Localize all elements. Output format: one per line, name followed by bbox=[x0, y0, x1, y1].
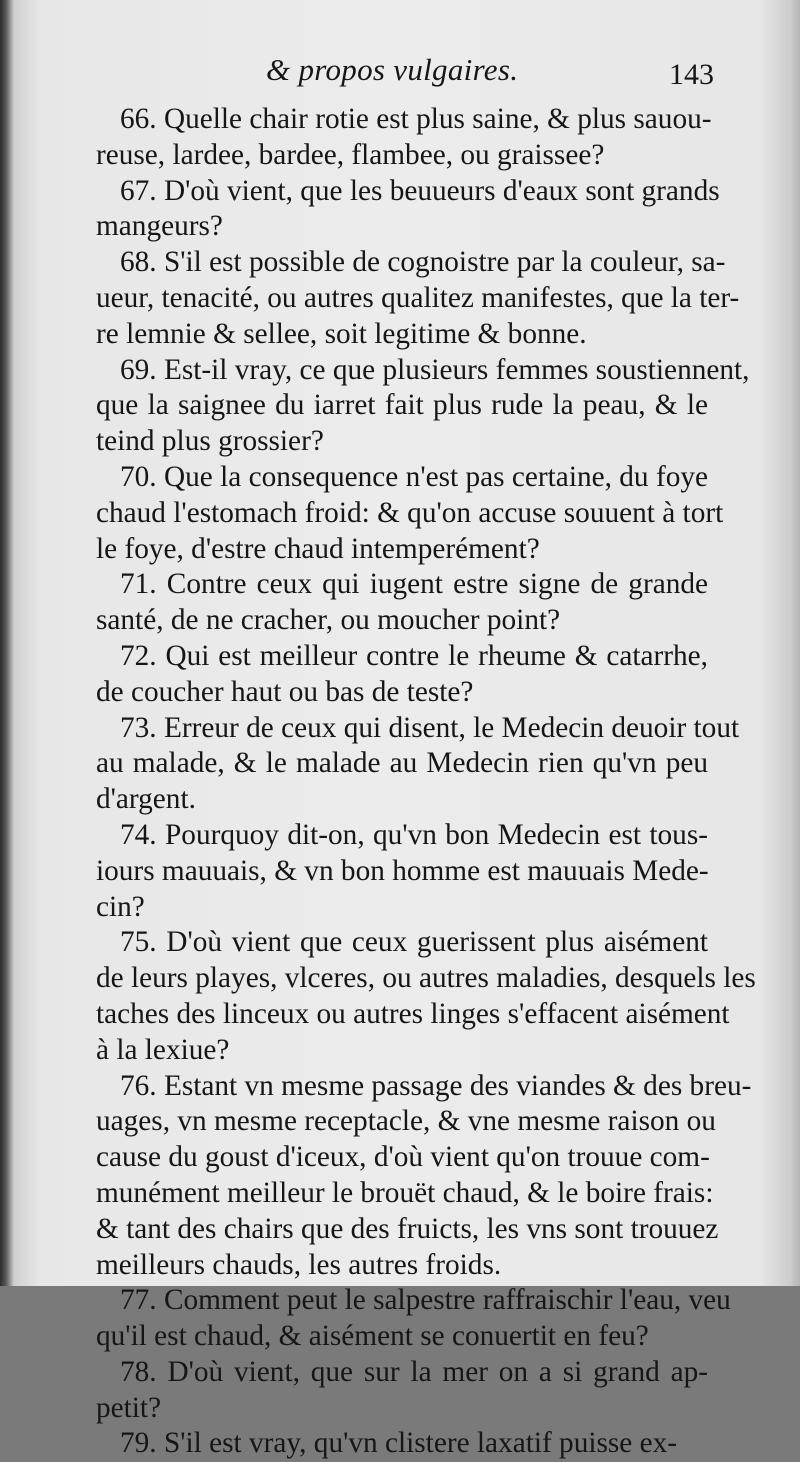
question-entry bbox=[96, 245, 740, 352]
question-first-line bbox=[96, 1069, 752, 1105]
question-entry bbox=[96, 818, 708, 925]
question-first-line bbox=[96, 1355, 708, 1391]
question-text-line: re lemnie & sellee, soit legitime & bonne. bbox=[96, 317, 587, 350]
question-text-line: teind plus grossier? bbox=[96, 425, 324, 458]
question-first-line bbox=[96, 353, 750, 389]
question-number: 78. bbox=[120, 1355, 157, 1388]
question-entry bbox=[96, 460, 724, 567]
question-number: 68. bbox=[120, 246, 157, 279]
question-text-line: le foye, d'estre chaud intemperément? bbox=[96, 532, 540, 565]
question-first-line bbox=[96, 818, 708, 854]
question-text: Comment peut le salpestre raffraischir l'eau, veu bbox=[163, 1284, 731, 1317]
question-text-line: au malade, & le malade au Medecin rien qu'vn peu bbox=[96, 747, 708, 780]
book-page bbox=[96, 44, 756, 1462]
question-first-line bbox=[96, 567, 708, 603]
question-text: Erreur de ceux qui disent, le Medecin deuoir tout bbox=[163, 711, 740, 744]
question-number: 79. bbox=[120, 1427, 157, 1460]
question-text: Qui est meilleur contre le rheume & catarrhe, bbox=[165, 639, 709, 672]
question-text-line: que la saignee du iarret fait plus rude la peau, & le bbox=[96, 389, 708, 422]
question-text: Que la consequence n'est pas certaine, du foye bbox=[163, 460, 708, 493]
question-text: Est-il vray, ce que plusieurs femmes soustiennent, bbox=[163, 353, 750, 386]
question-text: D'où vient que ceux guerissent plus aisément bbox=[166, 926, 708, 959]
question-text: Contre ceux qui iugent estre signe de grande bbox=[166, 568, 709, 601]
question-entry bbox=[96, 1355, 708, 1427]
question-text-line: de coucher haut ou bas de teste? bbox=[96, 675, 474, 708]
running-title: & propos vulgaires. bbox=[266, 52, 519, 87]
question-entry bbox=[96, 174, 720, 246]
question-text-line: chaud l'estomach froid: & qu'on accuse souuent à tort bbox=[96, 496, 724, 529]
question-first-line bbox=[96, 1283, 731, 1319]
question-text-line: cause du goust d'iceux, d'où vient qu'on trouue com- bbox=[96, 1141, 710, 1174]
question-number: 66. bbox=[120, 103, 157, 135]
question-text-line: taches des linceux ou autres linges s'effacent aisément bbox=[96, 997, 730, 1030]
question-text-line: à la lexiue? bbox=[96, 1033, 230, 1066]
question-first-line bbox=[96, 174, 720, 210]
page-number: 143 bbox=[669, 58, 714, 91]
question-text-line: de leurs playes, vlceres, ou autres maladies, desquels les bbox=[96, 962, 756, 995]
question-text: D'où vient, que sur la mer on a si grand ap- bbox=[167, 1355, 708, 1388]
question-text-line: munément meilleur le brouët chaud, & le boire frais: bbox=[96, 1176, 714, 1209]
question-text: D'où vient, que les beuueurs d'eaux sont grands bbox=[163, 174, 720, 207]
question-list bbox=[96, 102, 756, 1462]
question-first-line bbox=[96, 925, 708, 961]
question-entry bbox=[96, 639, 708, 711]
question-number: 76. bbox=[120, 1069, 157, 1102]
question-first-line bbox=[96, 245, 726, 281]
question-entry bbox=[96, 711, 740, 818]
question-number: 75. bbox=[120, 926, 157, 959]
question-text-line: & tant des chairs que des fruicts, les vns sont trouuez bbox=[96, 1212, 719, 1245]
question-number: 77. bbox=[120, 1284, 157, 1317]
question-entry bbox=[96, 925, 756, 1068]
question-number: 70. bbox=[120, 460, 157, 493]
question-first-line bbox=[96, 460, 708, 496]
question-first-line bbox=[96, 1426, 708, 1462]
question-text-line: reuse, lardee, bardee, flambee, ou graissee? bbox=[96, 138, 605, 171]
question-text-line: qu'il est chaud, & aisément se conuertit en feu? bbox=[96, 1320, 649, 1353]
question-number: 69. bbox=[120, 353, 157, 386]
question-entry bbox=[96, 353, 750, 460]
question-first-line bbox=[96, 711, 740, 747]
question-text-line: santé, de ne cracher, ou moucher point? bbox=[96, 604, 561, 637]
question-entry bbox=[96, 102, 712, 174]
question-text-line: ueur, tenacité, ou autres qualitez manifestes, que la ter- bbox=[96, 281, 740, 314]
question-number: 72. bbox=[120, 639, 157, 672]
question-text: Pourquoy dit-on, qu'vn bon Medecin est tous- bbox=[165, 818, 708, 851]
question-entry bbox=[96, 1069, 752, 1284]
question-text: S'il est possible de cognoistre par la couleur, sa- bbox=[163, 246, 726, 279]
question-number: 67. bbox=[120, 174, 157, 207]
question-entry bbox=[96, 1283, 731, 1355]
question-number: 74. bbox=[120, 818, 157, 851]
question-text-line: mangeurs? bbox=[96, 210, 223, 243]
question-number: 71. bbox=[120, 568, 157, 601]
question-text-line: d'argent. bbox=[96, 783, 196, 816]
question-text-line: meilleurs chauds, les autres froids. bbox=[96, 1248, 502, 1281]
question-text-line: cin? bbox=[96, 890, 145, 923]
question-number: 73. bbox=[120, 711, 157, 744]
page-header bbox=[96, 44, 714, 102]
question-first-line bbox=[96, 102, 712, 138]
question-text-line: uages, vn mesme receptacle, & vne mesme raison ou bbox=[96, 1105, 716, 1138]
question-text: Estant vn mesme passage des viandes & des breu- bbox=[163, 1069, 752, 1102]
question-text-line: iours mauuais, & vn bon homme est mauuais Mede- bbox=[96, 854, 709, 887]
question-entry bbox=[96, 567, 708, 639]
question-text-line: petit? bbox=[96, 1391, 162, 1424]
question-first-line bbox=[96, 639, 708, 675]
question-text: S'il est vray, qu'vn clistere laxatif puisse ex- bbox=[163, 1427, 678, 1460]
question-entry bbox=[96, 1426, 708, 1462]
question-text: Quelle chair rotie est plus saine, & plus sauou- bbox=[163, 103, 712, 135]
